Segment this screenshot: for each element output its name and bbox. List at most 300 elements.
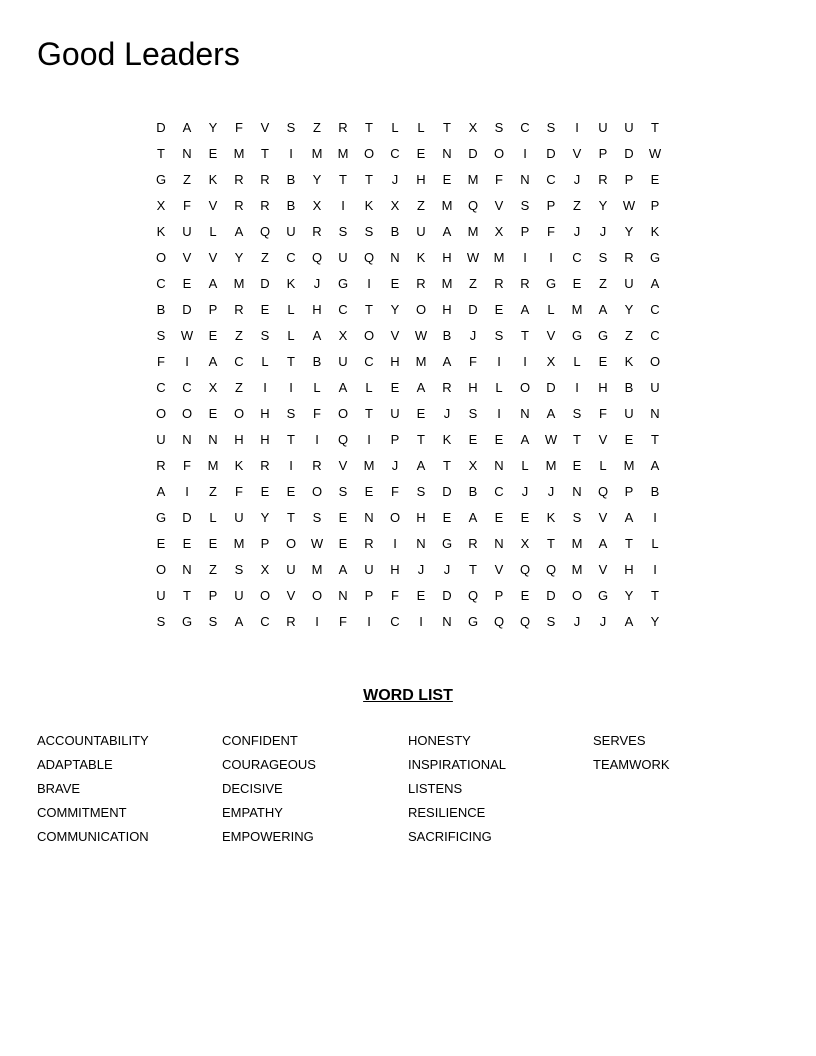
grid-letter: V [338, 458, 348, 473]
grid-letter: S [546, 614, 556, 629]
grid-letter: Z [235, 328, 243, 343]
grid-row [148, 352, 668, 378]
grid-letter: B [468, 484, 478, 499]
grid-letter: O [363, 146, 375, 161]
grid-letter: I [497, 354, 501, 369]
grid-letter: E [338, 510, 348, 525]
grid-letter: K [416, 250, 426, 265]
grid-letter: O [519, 380, 531, 395]
grid-letter: F [313, 406, 321, 421]
word-list-item: INSPIRATIONAL [408, 757, 507, 772]
grid-letter: L [209, 224, 217, 239]
grid-letter: I [263, 380, 267, 395]
grid-letter: X [468, 458, 478, 473]
grid-letter: Q [363, 250, 375, 265]
grid-letter: H [416, 510, 426, 525]
grid-letter: F [391, 588, 399, 603]
grid-letter: S [234, 562, 244, 577]
grid-letter: J [313, 276, 321, 291]
grid-letter: I [549, 250, 553, 265]
grid-letter: T [651, 432, 659, 447]
grid-letter: J [443, 562, 451, 577]
grid-letter: A [442, 224, 452, 239]
grid-letter: B [650, 484, 660, 499]
word-list-column [37, 731, 217, 851]
grid-letter: C [390, 146, 400, 161]
grid-row [148, 118, 668, 144]
grid-letter: X [208, 380, 218, 395]
grid-letter: U [286, 562, 296, 577]
grid-letter: X [546, 354, 556, 369]
grid-letter: Y [390, 302, 400, 317]
grid-letter: R [312, 458, 322, 473]
grid-letter: V [494, 198, 504, 213]
grid-letter: F [391, 484, 399, 499]
grid-letter: O [571, 588, 583, 603]
grid-letter: N [650, 406, 660, 421]
grid-letter: W [648, 146, 662, 161]
grid-letter: O [493, 146, 505, 161]
grid-letter: C [650, 302, 660, 317]
grid-letter: M [337, 146, 349, 161]
grid-letter: H [312, 302, 322, 317]
grid-letter: I [523, 354, 527, 369]
grid-letter: I [367, 432, 371, 447]
grid-letter: Q [519, 614, 531, 629]
grid-letter: W [622, 198, 636, 213]
grid-letter: A [182, 120, 192, 135]
grid-letter: T [183, 588, 191, 603]
grid-letter: R [442, 380, 452, 395]
grid-letter: H [416, 172, 426, 187]
grid-letter: M [571, 302, 583, 317]
grid-letter: L [209, 510, 217, 525]
grid-row [148, 560, 668, 586]
grid-letter: A [312, 328, 322, 343]
grid-letter: L [417, 120, 425, 135]
letter-grid [148, 118, 668, 638]
grid-letter: S [494, 328, 504, 343]
word-list-column [593, 731, 773, 779]
grid-letter: T [287, 354, 295, 369]
grid-letter: U [624, 120, 634, 135]
grid-letter: B [286, 198, 296, 213]
grid-letter: I [315, 432, 319, 447]
grid-letter: R [520, 276, 530, 291]
grid-letter: G [181, 614, 193, 629]
grid-letter: E [598, 354, 608, 369]
grid-letter: X [520, 536, 530, 551]
grid-letter: A [234, 224, 244, 239]
grid-letter: V [182, 250, 192, 265]
grid-letter: J [469, 328, 477, 343]
grid-letter: H [468, 380, 478, 395]
grid-letter: C [494, 484, 504, 499]
grid-letter: I [289, 458, 293, 473]
grid-letter: K [546, 510, 556, 525]
grid-letter: U [598, 120, 608, 135]
grid-letter: S [598, 250, 608, 265]
grid-letter: J [573, 172, 581, 187]
grid-letter: R [598, 172, 608, 187]
grid-letter: I [393, 536, 397, 551]
grid-letter: C [572, 250, 582, 265]
grid-letter: B [312, 354, 322, 369]
grid-letter: M [545, 458, 557, 473]
grid-letter: P [650, 198, 660, 213]
grid-letter: T [261, 146, 269, 161]
word-list-item: SERVES [593, 733, 646, 748]
grid-letter: C [156, 380, 166, 395]
grid-letter: Z [209, 562, 217, 577]
grid-letter: Z [183, 172, 191, 187]
grid-letter: I [315, 614, 319, 629]
grid-letter: N [416, 536, 426, 551]
grid-letter: Z [469, 276, 477, 291]
grid-letter: E [572, 276, 582, 291]
grid-letter: T [365, 120, 373, 135]
grid-letter: P [208, 302, 218, 317]
grid-letter: D [156, 120, 166, 135]
grid-letter: V [208, 198, 218, 213]
grid-letter: I [653, 562, 657, 577]
grid-letter: Z [417, 198, 425, 213]
grid-letter: J [443, 406, 451, 421]
grid-letter: E [390, 276, 400, 291]
grid-letter: A [442, 354, 452, 369]
grid-letter: D [546, 146, 556, 161]
grid-letter: D [624, 146, 634, 161]
word-list-column [222, 731, 402, 851]
grid-letter: U [156, 432, 166, 447]
grid-letter: G [545, 276, 557, 291]
grid-row [148, 586, 668, 612]
grid-letter: K [364, 198, 374, 213]
grid-letter: Y [234, 250, 244, 265]
grid-letter: H [260, 432, 270, 447]
grid-letter: L [287, 328, 295, 343]
grid-letter: S [364, 224, 374, 239]
grid-letter: A [624, 510, 634, 525]
grid-letter: M [571, 536, 583, 551]
grid-letter: I [185, 354, 189, 369]
grid-letter: M [415, 354, 427, 369]
grid-letter: D [468, 302, 478, 317]
grid-letter: L [495, 380, 503, 395]
word-list-item: CONFIDENT [222, 733, 298, 748]
grid-letter: T [443, 458, 451, 473]
grid-letter: D [442, 484, 452, 499]
grid-letter: I [289, 380, 293, 395]
grid-letter: J [547, 484, 555, 499]
grid-letter: R [338, 120, 348, 135]
grid-letter: I [289, 146, 293, 161]
grid-letter: F [339, 614, 347, 629]
grid-letter: R [494, 276, 504, 291]
grid-letter: M [311, 146, 323, 161]
grid-row [148, 508, 668, 534]
grid-letter: C [546, 172, 556, 187]
grid-row [148, 534, 668, 560]
grid-letter: T [339, 172, 347, 187]
grid-row [148, 456, 668, 482]
grid-letter: R [416, 276, 426, 291]
grid-letter: E [390, 380, 400, 395]
grid-letter: U [338, 250, 348, 265]
grid-letter: D [546, 588, 556, 603]
grid-letter: F [599, 406, 607, 421]
grid-letter: P [260, 536, 270, 551]
grid-letter: U [234, 588, 244, 603]
grid-letter: S [468, 406, 478, 421]
grid-letter: R [156, 458, 166, 473]
grid-letter: E [572, 458, 582, 473]
grid-letter: H [442, 302, 452, 317]
grid-letter: I [367, 614, 371, 629]
grid-letter: R [260, 458, 270, 473]
grid-letter: Z [625, 328, 633, 343]
grid-letter: X [156, 198, 166, 213]
word-list-item: COMMUNICATION [37, 829, 149, 844]
grid-letter: Z [209, 484, 217, 499]
grid-letter: J [573, 614, 581, 629]
grid-letter: R [234, 302, 244, 317]
grid-letter: K [442, 432, 452, 447]
grid-letter: E [338, 536, 348, 551]
grid-letter: J [599, 614, 607, 629]
grid-letter: T [365, 172, 373, 187]
grid-letter: N [390, 250, 400, 265]
grid-letter: A [416, 380, 426, 395]
word-list-item: COURAGEOUS [222, 757, 316, 772]
grid-letter: A [520, 302, 530, 317]
grid-letter: D [260, 276, 270, 291]
grid-letter: X [468, 120, 478, 135]
grid-letter: Q [467, 198, 479, 213]
grid-letter: T [651, 588, 659, 603]
grid-letter: A [546, 406, 556, 421]
grid-letter: P [208, 588, 218, 603]
grid-letter: T [365, 302, 373, 317]
grid-letter: T [521, 328, 529, 343]
grid-letter: Q [259, 224, 271, 239]
grid-letter: F [469, 354, 477, 369]
grid-letter: S [208, 614, 218, 629]
grid-letter: E [416, 146, 426, 161]
grid-letter: V [598, 562, 608, 577]
grid-letter: A [208, 354, 218, 369]
grid-letter: Q [519, 562, 531, 577]
word-list-column [408, 731, 588, 851]
grid-letter: E [650, 172, 660, 187]
grid-letter: A [416, 458, 426, 473]
grid-letter: H [442, 250, 452, 265]
grid-letter: J [391, 458, 399, 473]
grid-letter: E [260, 302, 270, 317]
grid-letter: O [233, 406, 245, 421]
grid-letter: E [416, 406, 426, 421]
grid-letter: Q [493, 614, 505, 629]
grid-letter: G [441, 536, 453, 551]
grid-letter: N [494, 458, 504, 473]
grid-letter: A [468, 510, 478, 525]
grid-letter: G [571, 328, 583, 343]
grid-letter: E [494, 302, 504, 317]
word-list-heading: WORD LIST [363, 687, 453, 704]
grid-row [148, 404, 668, 430]
grid-letter: C [520, 120, 530, 135]
grid-letter: F [547, 224, 555, 239]
grid-letter: M [623, 458, 635, 473]
grid-letter: O [311, 588, 323, 603]
grid-letter: N [520, 406, 530, 421]
grid-letter: F [183, 458, 191, 473]
grid-letter: M [467, 224, 479, 239]
grid-letter: E [442, 510, 452, 525]
grid-row [148, 248, 668, 274]
grid-letter: R [364, 536, 374, 551]
grid-letter: O [337, 406, 349, 421]
grid-letter: V [494, 562, 504, 577]
grid-letter: A [208, 276, 218, 291]
grid-letter: A [650, 458, 660, 473]
grid-letter: U [234, 510, 244, 525]
grid-letter: X [312, 198, 322, 213]
grid-letter: L [599, 458, 607, 473]
grid-letter: S [286, 406, 296, 421]
grid-letter: L [547, 302, 555, 317]
grid-letter: Z [573, 198, 581, 213]
grid-letter: V [208, 250, 218, 265]
grid-letter: T [573, 432, 581, 447]
grid-letter: W [414, 328, 428, 343]
grid-letter: R [260, 172, 270, 187]
grid-letter: T [469, 562, 477, 577]
word-list-item: BRAVE [37, 781, 81, 796]
grid-letter: B [390, 224, 400, 239]
grid-letter: J [417, 562, 425, 577]
grid-letter: C [234, 354, 244, 369]
grid-letter: K [650, 224, 660, 239]
grid-letter: E [520, 588, 530, 603]
grid-letter: T [547, 536, 555, 551]
grid-letter: H [598, 380, 608, 395]
grid-letter: I [523, 146, 527, 161]
grid-letter: Z [235, 380, 243, 395]
grid-letter: A [520, 432, 530, 447]
grid-letter: O [155, 250, 167, 265]
grid-row [148, 144, 668, 170]
grid-letter: T [287, 432, 295, 447]
grid-letter: Q [467, 588, 479, 603]
grid-letter: N [338, 588, 348, 603]
grid-letter: S [572, 406, 582, 421]
grid-letter: C [260, 614, 270, 629]
grid-letter: S [312, 510, 322, 525]
grid-letter: V [598, 432, 608, 447]
grid-letter: J [391, 172, 399, 187]
grid-letter: J [521, 484, 529, 499]
grid-letter: S [286, 120, 296, 135]
grid-letter: N [182, 562, 192, 577]
grid-letter: A [598, 536, 608, 551]
grid-letter: U [624, 276, 634, 291]
grid-letter: P [624, 484, 634, 499]
grid-letter: N [442, 614, 452, 629]
grid-letter: F [157, 354, 165, 369]
word-list-item: ADAPTABLE [37, 757, 113, 772]
grid-letter: E [260, 484, 270, 499]
word-list-item: EMPATHY [222, 805, 283, 820]
grid-letter: V [390, 328, 400, 343]
grid-letter: L [573, 354, 581, 369]
grid-letter: V [598, 510, 608, 525]
grid-letter: F [495, 172, 503, 187]
grid-letter: O [259, 588, 271, 603]
grid-letter: K [208, 172, 218, 187]
grid-letter: Q [337, 432, 349, 447]
grid-letter: O [311, 484, 323, 499]
grid-letter: I [497, 406, 501, 421]
grid-letter: P [520, 224, 530, 239]
grid-letter: I [341, 198, 345, 213]
grid-letter: B [442, 328, 452, 343]
grid-letter: S [494, 120, 504, 135]
grid-letter: U [156, 588, 166, 603]
grid-letter: H [390, 562, 400, 577]
grid-row [148, 430, 668, 456]
grid-letter: W [544, 432, 558, 447]
grid-letter: K [234, 458, 244, 473]
grid-letter: G [467, 614, 479, 629]
grid-letter: S [156, 614, 166, 629]
grid-letter: N [208, 432, 218, 447]
grid-letter: O [285, 536, 297, 551]
grid-letter: C [390, 614, 400, 629]
grid-letter: S [572, 510, 582, 525]
grid-letter: C [338, 302, 348, 317]
grid-letter: X [260, 562, 270, 577]
grid-letter: G [649, 250, 661, 265]
page-title: Good Leaders [37, 36, 240, 72]
grid-letter: E [182, 536, 192, 551]
grid-letter: A [338, 562, 348, 577]
grid-letter: F [235, 120, 243, 135]
grid-letter: E [156, 536, 166, 551]
grid-letter: N [182, 432, 192, 447]
grid-letter: E [494, 510, 504, 525]
grid-letter: T [365, 406, 373, 421]
grid-letter: V [572, 146, 582, 161]
grid-letter: P [546, 198, 556, 213]
grid-letter: I [575, 380, 579, 395]
grid-letter: G [155, 172, 167, 187]
grid-letter: A [598, 302, 608, 317]
grid-letter: J [573, 224, 581, 239]
grid-letter: N [364, 510, 374, 525]
grid-letter: J [599, 224, 607, 239]
word-list-item: SACRIFICING [408, 829, 492, 844]
grid-letter: Z [313, 120, 321, 135]
grid-letter: O [155, 562, 167, 577]
grid-letter: L [365, 380, 373, 395]
grid-letter: C [364, 354, 374, 369]
grid-letter: N [494, 536, 504, 551]
grid-letter: U [338, 354, 348, 369]
grid-letter: L [391, 120, 399, 135]
grid-letter: H [234, 432, 244, 447]
grid-letter: P [364, 588, 374, 603]
